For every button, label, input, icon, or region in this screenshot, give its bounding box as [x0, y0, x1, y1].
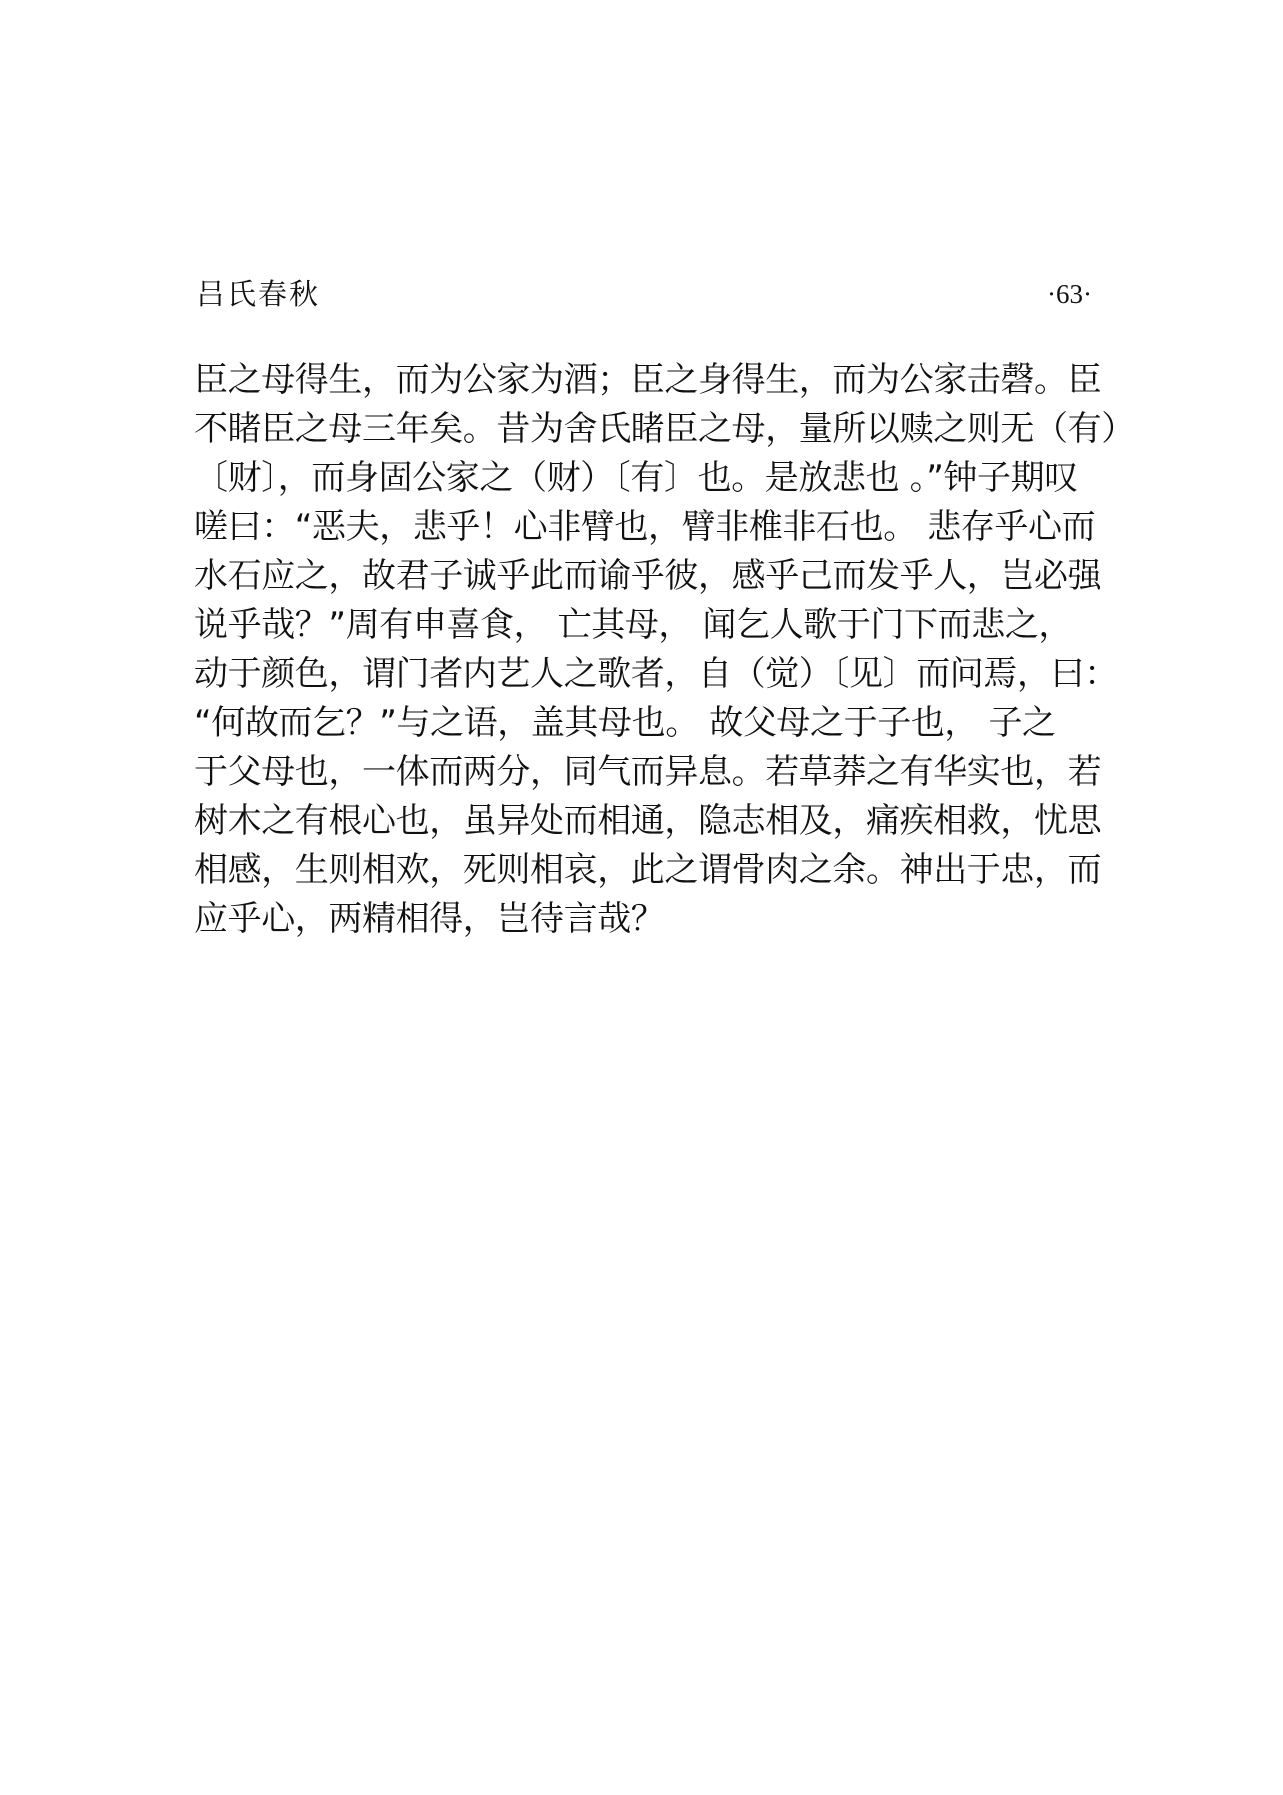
text-line: 不睹臣之母三年矣。昔为舍氏睹臣之母，量所以赎之则无（有）: [194, 409, 1135, 449]
text-line: 嗟曰：“恶夫，悲乎！心非臂也，臂非椎非石也。 悲存乎心而: [194, 507, 1096, 547]
body-text: [194, 356, 1135, 944]
text-line: 臣之母得生，而为公家为酒；臣之身得生，而为公家击磬。臣: [194, 360, 1102, 400]
text-line: “何故而乞？”与之语，盖其母也。 故父母之于子也， 子之: [194, 703, 1056, 743]
text-line: 〔财〕，而身固公家之（财）〔有〕也。是放悲也 。”钟子期叹: [194, 458, 1078, 498]
text-line: 动于颜色，谓门者内艺人之歌者，自（觉）〔见〕而问焉，曰：: [194, 654, 1118, 694]
running-head-book-title: 吕氏春秋: [196, 277, 321, 311]
text-line: 应乎心，两精相得，岂待言哉？: [194, 899, 665, 939]
text-line: 水石应之，故君子诚乎此而谕乎彼，感乎己而发乎人，岂必强: [194, 556, 1102, 596]
text-line: 相感，生则相欢，死则相哀，此之谓骨肉之余。神出于忠，而: [194, 850, 1102, 890]
text-line: 说乎哉？”周有申喜食， 亡其母， 闻乞人歌于门下而悲之，: [194, 605, 1073, 645]
text-line: 于父母也，一体而两分，同气而异息。若草莽之有华实也，若: [194, 752, 1102, 792]
page-number: ·63·: [1047, 279, 1092, 309]
text-line: 树木之有根心也，虽异处而相通，隐志相及，痛疾相救，忧思: [194, 801, 1102, 841]
page-header: [196, 272, 1092, 316]
